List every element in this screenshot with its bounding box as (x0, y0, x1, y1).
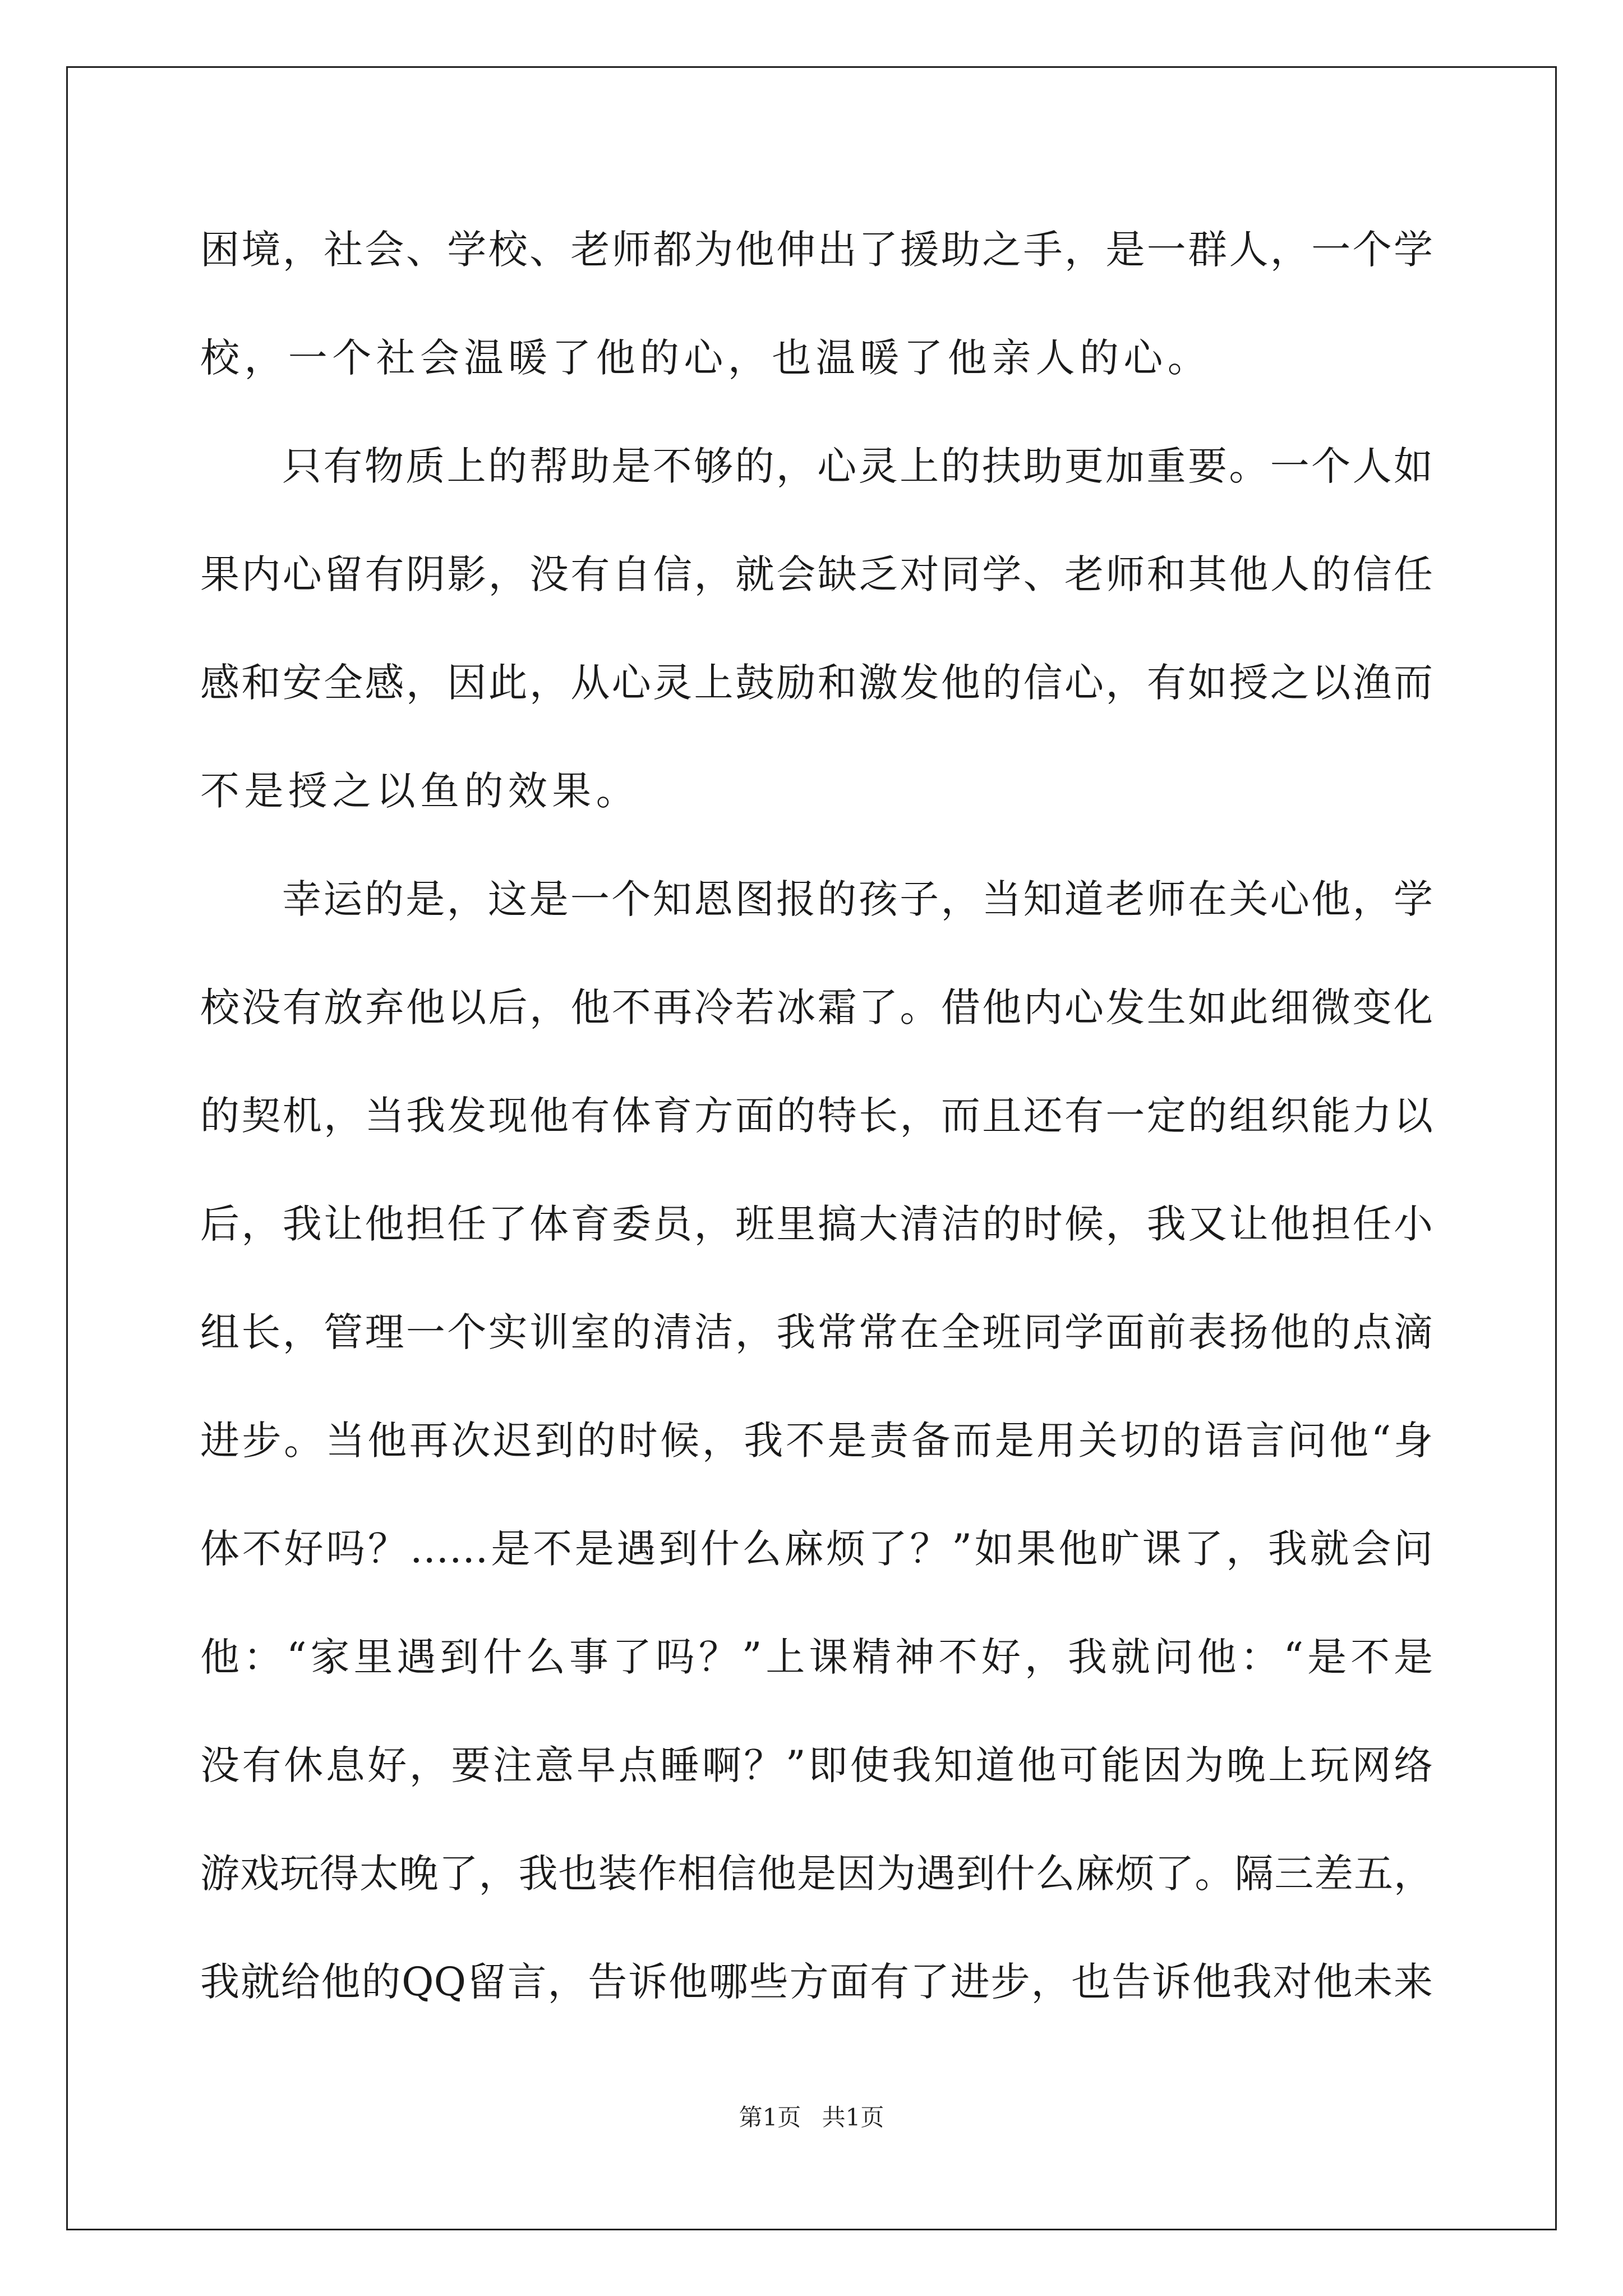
text-line: 果内心留有阴影，没有自信，就会缺乏对同学、老师和其他人的信任 (200, 551, 1433, 597)
text-line: 的契机，当我发现他有体育方面的特长，而且还有一定的组织能力以 (200, 1093, 1433, 1139)
text-line: 体不好吗？……是不是遇到什么麻烦了？”如果他旷课了，我就会问 (200, 1526, 1433, 1572)
text-line: 困境，社会、学校、老师都为他伸出了援助之手，是一群人，一个学 (200, 227, 1433, 273)
text-line: 我就给他的QQ留言，告诉他哪些方面有了进步，也告诉他我对他未来 (200, 1959, 1433, 2005)
text-line: 校，一个社会温暖了他的心，也温暖了他亲人的心。 (200, 335, 1212, 381)
page-footer (0, 2101, 1623, 2134)
document-body (200, 216, 1433, 2056)
page-number: 第1页 (739, 2104, 801, 2131)
text-line: 游戏玩得太晚了，我也装作相信他是因为遇到什么麻烦了。隔三差五， (200, 1851, 1433, 1897)
text-line: 感和安全感，因此，从心灵上鼓励和激发他的信心，有如授之以渔而 (200, 660, 1433, 706)
page-total: 共1页 (822, 2104, 884, 2131)
text-line: 没有休息好，要注意早点睡啊？”即使我知道他可能因为晚上玩网络 (200, 1742, 1433, 1788)
text-line: 组长，管理一个实训室的清洁，我常常在全班同学面前表扬他的点滴 (200, 1309, 1433, 1355)
text-line: 进步。当他再次迟到的时候，我不是责备而是用关切的语言问他“身 (200, 1418, 1433, 1464)
text-line: 校没有放弃他以后，他不再冷若冰霜了。借他内心发生如此细微变化 (200, 984, 1433, 1030)
text-line: 他：“家里遇到什么事了吗？”上课精神不好，我就问他：“是不是 (200, 1634, 1433, 1680)
text-line: 后，我让他担任了体育委员，班里搞大清洁的时候，我又让他担任小 (200, 1201, 1433, 1247)
text-line: 幸运的是，这是一个知恩图报的孩子，当知道老师在关心他，学 (282, 876, 1433, 922)
text-line: 只有物质上的帮助是不够的，心灵上的扶助更加重要。一个人如 (282, 443, 1433, 489)
text-line: 不是授之以鱼的效果。 (200, 768, 640, 814)
